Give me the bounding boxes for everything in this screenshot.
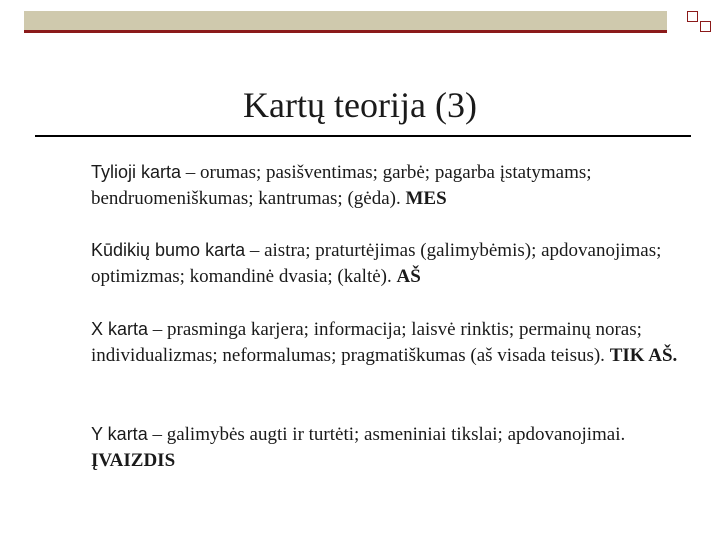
generation-paragraph-x (91, 316, 701, 369)
slide-title (0, 84, 720, 126)
generation-traits: – aistra; praturtėjimas (galimybėmis); apdovanojimas; optimizmas; komandinė dvasia; (kaltė). (91, 240, 662, 287)
decorative-square-icon (687, 11, 698, 22)
slide-title-text: Kartų teorija (3) (243, 85, 477, 125)
generation-tag: AŠ (396, 266, 421, 287)
generation-paragraph-boomers (91, 237, 701, 290)
generation-traits: – prasminga karjera; informacija; laisvė rinktis; permainų noras; individualizmas; neformalumas; pragmatiškumas (aš visada teisus). (91, 319, 642, 366)
generation-term: Y karta (91, 424, 148, 444)
generation-tag: ĮVAIZDIS (91, 450, 176, 471)
decorative-square-icon (700, 21, 711, 32)
generation-term: X karta (91, 319, 149, 339)
generation-term: Kūdikių bumo karta (91, 240, 246, 260)
generation-paragraph-silent (91, 159, 701, 212)
title-divider (35, 135, 691, 137)
generation-traits: – galimybės augti ir turtėti; asmeniniai tikslai; apdovanojimai. (147, 424, 626, 445)
generation-tag: MES (405, 188, 447, 209)
slide-header-bar (24, 11, 667, 33)
generation-tag: TIK AŠ. (609, 345, 678, 366)
generation-term: Tylioji karta (91, 162, 182, 182)
generation-paragraph-y (91, 421, 701, 474)
generation-traits: – orumas; pasišventimas; garbė; pagarba įstatymams; bendruomeniškumas; kantrumas; (gėda). (91, 162, 592, 209)
